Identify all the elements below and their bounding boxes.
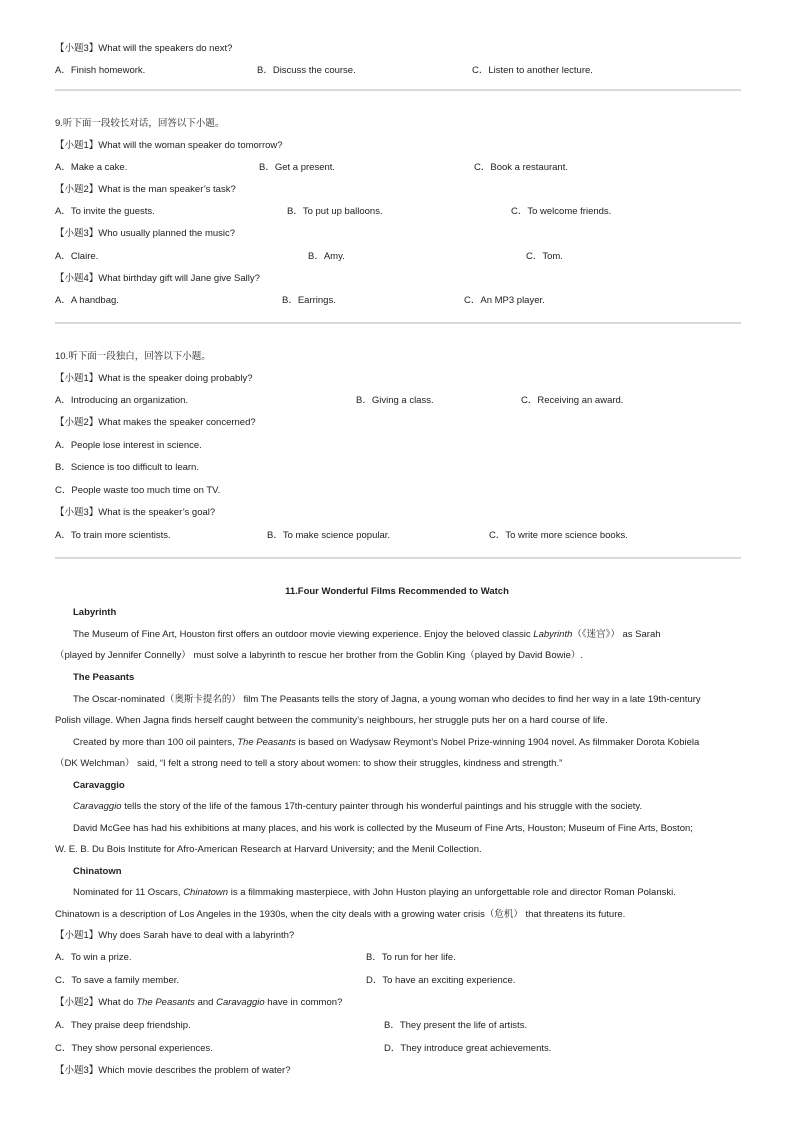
question-10-3: 【小题3】What is the speaker’s goal?	[55, 507, 216, 518]
option-c: C．An MP3 player.	[464, 295, 545, 306]
chinatown-paragraph-cont: Chinatown is a description of Los Angeles in the 1930s, when the city deals with a growing water crisis（危机） that threatens its future.	[55, 909, 626, 920]
option-c: C．To save a family member.	[55, 975, 180, 986]
film-title-caravaggio: Caravaggio	[73, 780, 125, 791]
option-c: C．Listen to another lecture.	[472, 65, 593, 76]
option-c: C．Tom.	[526, 251, 563, 262]
option-a: A．To train more scientists.	[55, 530, 171, 541]
option-c: C．Receiving an award.	[521, 395, 624, 406]
peasants-paragraph-1: The Oscar-nominated（奥斯卡提名的） film The Peasants tells the story of Jagna, a young woman who decides to find her way in a late 19th-century	[73, 694, 701, 705]
caravaggio-paragraph-1: Caravaggio tells the story of the life of the famous 17th-century painter through his wonderful paintings and his struggle with the society.	[73, 801, 643, 812]
section-divider	[55, 89, 741, 91]
option-c: C．People waste too much time on TV.	[55, 485, 221, 496]
option-c: C．To welcome friends.	[511, 206, 612, 217]
option-d: D．To have an exciting experience.	[366, 975, 516, 986]
option-a: A．Claire.	[55, 251, 99, 262]
option-b: B．Get a present.	[259, 162, 336, 173]
question-8-3: 【小题3】What will the speakers do next?	[55, 43, 233, 54]
option-c: C．To write more science books.	[489, 530, 628, 541]
question-10-2: 【小题2】What makes the speaker concerned?	[55, 417, 256, 428]
option-a: A．To win a prize.	[55, 952, 132, 963]
option-c: C．Book a restaurant.	[474, 162, 568, 173]
question-11-2: 【小题2】What do The Peasants and Caravaggio have in common?	[55, 997, 343, 1008]
question-11-3: 【小题3】Which movie describes the problem of water?	[55, 1065, 291, 1076]
option-b: B．Discuss the course.	[257, 65, 356, 76]
film-title-chinatown: Chinatown	[73, 866, 122, 877]
option-a: A．Make a cake.	[55, 162, 128, 173]
caravaggio-paragraph-2-cont: W. E. B. Du Bois Institute for Afro-American Research at Harvard University; and the Menil Collection.	[55, 844, 482, 855]
option-b: B．Earrings.	[282, 295, 336, 306]
question-9-4: 【小题4】What birthday gift will Jane give Sally?	[55, 273, 260, 284]
option-b: B．To make science popular.	[267, 530, 391, 541]
option-b: B．Amy.	[308, 251, 345, 262]
chinatown-paragraph: Nominated for 11 Oscars, Chinatown is a filmmaking masterpiece, with John Huston playing an unforgettable role and director Roman Polanski.	[73, 887, 676, 898]
option-b: B．To run for her life.	[366, 952, 456, 963]
labyrinth-paragraph-cont: （played by Jennifer Connelly） must solve a labyrinth to rescue her brother from the Goblin King（played by David Bowie）.	[55, 650, 584, 661]
question-11-1: 【小题1】Why does Sarah have to deal with a labyrinth?	[55, 930, 295, 941]
option-a: A．People lose interest in science.	[55, 440, 202, 451]
film-title-peasants: The Peasants	[73, 672, 135, 683]
option-a: A．A handbag.	[55, 295, 119, 306]
question-9-2: 【小题2】What is the man speaker’s task?	[55, 184, 236, 195]
question-9-1: 【小题1】What will the woman speaker do tomorrow?	[55, 140, 283, 151]
labyrinth-paragraph: The Museum of Fine Art, Houston first offers an outdoor movie viewing experience. Enjoy the beloved classic Labyrinth（《迷宫》） as Sarah	[73, 629, 661, 640]
film-title-labyrinth: Labyrinth	[73, 607, 117, 618]
caravaggio-paragraph-2: David McGee has had his exhibitions at many places, and his work is collected by the Museum of Fine Arts, Houston; Museum of Fine Arts, Boston;	[73, 823, 693, 834]
option-b: B．They present the life of artists.	[384, 1020, 528, 1031]
peasants-paragraph-2: Created by more than 100 oil painters, The Peasants is based on Wadysaw Reymont’s Nobel Prize-winning 1904 novel. As filmmaker Dorota Kobiela	[73, 737, 700, 748]
option-a: A．Introducing an organization.	[55, 395, 189, 406]
option-d: D．They introduce great achievements.	[384, 1043, 552, 1054]
option-b: B．Giving a class.	[356, 395, 434, 406]
section-10-heading: 10.听下面一段独白，回答以下小题。	[55, 351, 211, 362]
option-a: A．Finish homework.	[55, 65, 146, 76]
peasants-paragraph-1-cont: Polish village. When Jagna finds herself caught between the community’s neighbours, her struggle puts her on a hard course of life.	[55, 715, 608, 726]
passage-title: 11.Four Wonderful Films Recommended to Watch	[285, 586, 509, 597]
question-10-1: 【小题1】What is the speaker doing probably?	[55, 373, 253, 384]
section-divider	[55, 322, 741, 324]
question-9-3: 【小题3】Who usually planned the music?	[55, 228, 236, 239]
option-b: B．To put up balloons.	[287, 206, 383, 217]
section-9-heading: 9.听下面一段较长对话，回答以下小题。	[55, 118, 225, 129]
option-a: A．To invite the guests.	[55, 206, 155, 217]
section-divider	[55, 557, 741, 559]
option-a: A．They praise deep friendship.	[55, 1020, 191, 1031]
option-c: C．They show personal experiences.	[55, 1043, 213, 1054]
option-b: B．Science is too difficult to learn.	[55, 462, 199, 473]
peasants-paragraph-2-cont: （DK Welchman） said, “I felt a strong need to tell a story about women: to show their struggles, kindness and strength.”	[55, 758, 563, 769]
